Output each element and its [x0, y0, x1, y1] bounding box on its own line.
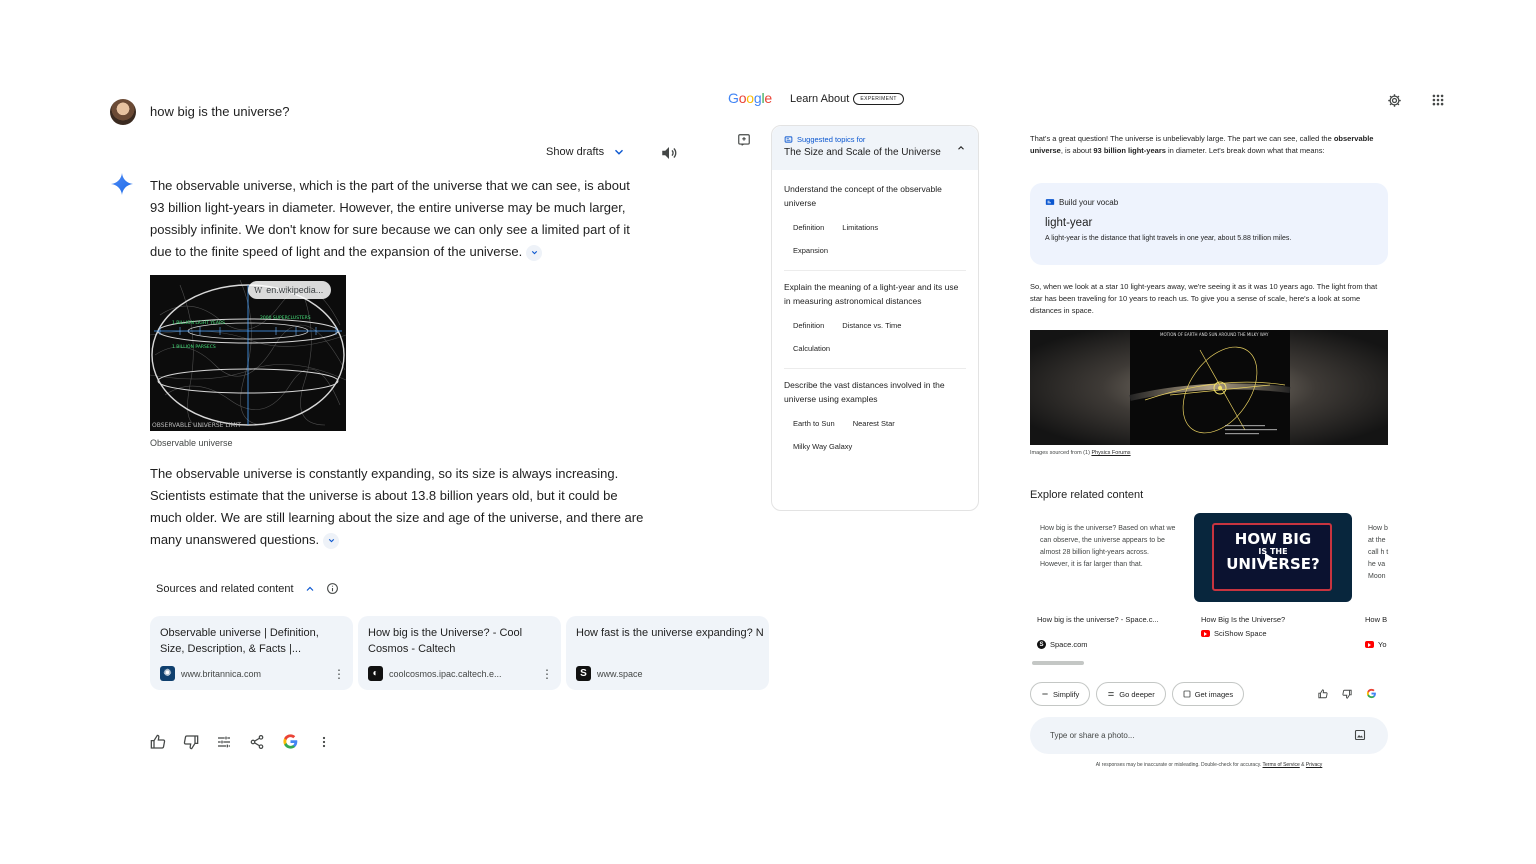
diagram-label-light-years: 1 BILLION LIGHT YEARS — [172, 321, 225, 326]
diagram-label-superclusters: 2000 SUPERCLUSTERS — [260, 316, 311, 321]
add-photo-icon[interactable] — [1354, 729, 1366, 741]
youtube-icon — [1201, 630, 1210, 637]
wikipedia-icon: W — [254, 285, 263, 295]
related-source — [1037, 640, 1088, 649]
prompt-input[interactable] — [1030, 717, 1388, 754]
space-icon: S — [1037, 640, 1046, 649]
image-source-label: en.wikipedia... — [266, 285, 324, 295]
related-snippet: How b at the call h the va Moon — [1368, 525, 1389, 580]
divider — [784, 270, 966, 271]
topic-section — [772, 170, 978, 262]
thumb-line-2: IS THE — [1258, 547, 1288, 556]
related-card[interactable] — [1030, 513, 1186, 658]
settings-gear-icon[interactable] — [1387, 93, 1402, 108]
info-icon[interactable] — [326, 582, 339, 595]
terms-link[interactable]: Terms of Service — [1262, 762, 1300, 768]
get-images-label: Get images — [1194, 689, 1234, 699]
suggested-topics-panel — [771, 125, 979, 511]
disclaimer-amp: & — [1299, 762, 1306, 768]
explore-heading: Explore related content — [1030, 489, 1144, 501]
thumbs-down-icon[interactable] — [1342, 689, 1352, 699]
intro-bold-value: 93 billion light-years — [1093, 146, 1166, 155]
vocab-term: light-year — [1045, 217, 1093, 229]
topic-section — [772, 378, 978, 458]
related-source-name: Space.com — [1050, 640, 1088, 649]
simplify-label: Simplify — [1053, 689, 1080, 699]
response-action-chips — [1030, 682, 1244, 706]
disclaimer-text: AI responses may be inaccurate or misleading. Double-check for accuracy. — [1095, 762, 1263, 768]
topic-chip[interactable]: Limitations — [842, 223, 879, 232]
related-source-name: Yo — [1378, 640, 1387, 649]
video-thumbnail[interactable] — [1194, 513, 1352, 602]
play-icon — [1265, 553, 1273, 563]
privacy-link[interactable]: Privacy — [1305, 762, 1323, 768]
user-query: how big is the universe? — [150, 104, 290, 119]
experiment-badge: EXPERIMENT — [853, 93, 904, 105]
diagram-label-parsecs: 1 BILLION PARSECS — [172, 345, 216, 350]
thumbs-down-icon[interactable] — [183, 734, 199, 750]
show-drafts-label: Show drafts — [546, 146, 605, 158]
youtube-icon — [1365, 641, 1374, 648]
image-caption: Observable universe — [150, 438, 233, 448]
britannica-icon: ✺ — [160, 666, 175, 681]
intro-paragraph — [1030, 133, 1388, 157]
chevron-up-icon — [304, 583, 316, 595]
related-source — [1365, 640, 1387, 649]
google-double-check-icon[interactable] — [282, 733, 299, 750]
vocab-definition: A light-year is the distance that light travels in one year, about 5.88 trillion miles. — [1045, 235, 1292, 242]
related-snippet: How big is the universe? Based on what we can observe, the universe appears to be almost 28 billion light-years across. However, it is far larger than that. — [1040, 525, 1176, 568]
related-scrollbar[interactable] — [1032, 661, 1084, 665]
related-title: How B — [1365, 615, 1388, 624]
space-icon: S — [576, 666, 591, 681]
prompt-placeholder: Type or share a photo... — [1050, 731, 1135, 740]
sources-toggle[interactable] — [156, 582, 339, 595]
related-card[interactable] — [1358, 513, 1514, 658]
more-options-icon[interactable]: ⋮ — [333, 666, 345, 681]
topic-title[interactable]: Explain the meaning of a light-year and its use in measuring astronomical distances — [784, 282, 959, 306]
source-title: How big is the Universe? - Cool Cosmos - Caltech — [368, 627, 523, 655]
feedback-icons — [1318, 688, 1377, 699]
answer-text-2: The observable universe is constantly expanding, so its size is always increasing. Scientists estimate that the universe is about 13.8 billion years old, but it could be much older. We are still learning about the size and age of the universe, and there are many unanswered questions. — [150, 466, 644, 547]
thumbs-up-icon[interactable] — [1318, 689, 1328, 699]
topic-title[interactable]: Understand the concept of the observable universe — [784, 184, 942, 208]
source-domain: www.britannica.com — [181, 668, 262, 679]
product-name: Learn About — [790, 93, 850, 105]
go-deeper-button[interactable] — [1096, 682, 1165, 706]
answer-text-1: The observable universe, which is the part of the universe that we can see, is about 93 billion light-years in diameter. However, the entire universe may be much larger, possibly infinite. We don't know for sure because we can only see a limited part of it due to the finite speed of light and the expansion of the universe. — [150, 178, 630, 259]
more-vert-icon[interactable] — [316, 734, 332, 750]
suggested-topics-header[interactable] — [772, 126, 978, 170]
thumb-line-3: UNIVERSE? — [1226, 555, 1320, 573]
thumb-line-1: HOW BIG — [1234, 530, 1312, 548]
topic-chip[interactable]: Earth to Sun — [793, 419, 835, 428]
expand-citation-button[interactable] — [526, 245, 542, 261]
suggested-label: Suggested topics for — [797, 135, 866, 144]
source-domain: www.space — [597, 668, 643, 679]
intro-text: in diameter. Let's break down what that means: — [1165, 146, 1325, 155]
topic-icon — [784, 135, 793, 144]
apps-grid-icon[interactable] — [1431, 93, 1445, 107]
simplify-icon — [1041, 690, 1049, 698]
sources-list — [150, 616, 764, 691]
source-title: How fast is the universe expanding? N — [576, 627, 764, 639]
milky-way-image[interactable] — [1030, 330, 1388, 445]
answer-paragraph-1 — [150, 175, 645, 263]
go-deeper-label: Go deeper — [1119, 689, 1155, 699]
google-icon[interactable] — [1366, 688, 1377, 699]
vocab-label: Build your vocab — [1059, 197, 1119, 207]
source-title: Observable universe | Definition, Size, Description, & Facts |... — [160, 627, 319, 655]
chevron-down-icon — [612, 145, 626, 159]
related-title: How Big Is the Universe? — [1201, 615, 1286, 624]
expand-citation-button[interactable] — [323, 533, 339, 549]
notes-icon[interactable] — [737, 133, 751, 147]
simplify-button[interactable] — [1030, 682, 1090, 706]
images-source-link[interactable]: Physics Forums — [1091, 450, 1131, 456]
related-card[interactable] — [1194, 513, 1350, 658]
product-title — [790, 93, 904, 105]
user-avatar — [110, 99, 136, 125]
topic-chip[interactable]: Distance vs. Time — [842, 321, 902, 330]
answer-paragraph-2 — [150, 463, 645, 551]
image-source-badge[interactable] — [248, 281, 331, 299]
source-card[interactable] — [358, 616, 561, 690]
topic-chip[interactable]: Expansion — [793, 246, 829, 255]
suggested-title: The Size and Scale of the Universe — [784, 147, 941, 158]
source-domain: coolcosmos.ipac.caltech.e... — [389, 668, 502, 679]
source-card[interactable] — [150, 616, 353, 690]
related-source — [1201, 629, 1267, 638]
chevron-up-icon[interactable] — [956, 143, 966, 153]
share-icon[interactable] — [249, 734, 265, 750]
related-title: How big is the universe? - Space.c... — [1037, 615, 1159, 624]
vocab-card[interactable] — [1030, 183, 1388, 265]
topic-chip[interactable]: Nearest Star — [852, 419, 895, 428]
get-images-button[interactable] — [1172, 682, 1244, 706]
related-source-name: SciShow Space — [1214, 629, 1267, 638]
images-source-note — [1030, 450, 1131, 456]
explanation-paragraph: So, when we look at a star 10 light-years away, we're seeing it as it was 10 years ago. The light from that star has been traveling for 10 years to reach us. To give you a sense of scale, here's a look at some distances in space. — [1030, 282, 1378, 315]
coolcosmos-icon: ◐ — [368, 666, 383, 681]
topic-chip[interactable]: Calculation — [793, 344, 831, 353]
images-source-prefix: Images sourced from (1) — [1030, 450, 1092, 456]
image-icon — [1183, 690, 1191, 698]
google-logo[interactable]: Google — [728, 90, 772, 106]
intro-bold-term: observable universe — [1030, 134, 1374, 155]
hero-caption: MOTION OF EARTH AND SUN AROUND THE MILKY WAY — [1160, 332, 1269, 337]
diagram-label-limit: OBSERVABLE UNIVERSE LIMIT — [152, 422, 242, 429]
show-drafts-button[interactable] — [546, 145, 626, 159]
response-actions — [150, 733, 332, 750]
speaker-icon[interactable] — [660, 144, 678, 162]
chevron-down-icon — [327, 536, 336, 545]
intro-text: That's a great question! The universe is unbelievably large. The part we can see, called the — [1030, 134, 1334, 143]
chevron-down-icon — [530, 248, 539, 257]
go-deeper-icon — [1107, 690, 1115, 698]
divider — [784, 368, 966, 369]
topic-chip[interactable]: Definition — [793, 223, 825, 232]
topic-section — [772, 280, 978, 360]
vocab-icon — [1045, 197, 1055, 207]
related-content-list — [1030, 513, 1388, 658]
modify-response-icon[interactable] — [216, 734, 232, 750]
thumbs-up-icon[interactable] — [150, 734, 166, 750]
ai-disclaimer — [1030, 762, 1388, 768]
more-options-icon[interactable]: ⋮ — [541, 666, 553, 681]
intro-text: , is about — [1060, 146, 1094, 155]
source-card[interactable] — [566, 616, 769, 690]
topic-title[interactable]: Describe the vast distances involved in the universe using examples — [784, 380, 945, 404]
topic-chip[interactable]: Milky Way Galaxy — [793, 442, 853, 451]
topic-chip[interactable]: Definition — [793, 321, 825, 330]
gemini-sparkle-icon — [110, 172, 134, 196]
milky-way-diagram — [1030, 330, 1388, 445]
sources-label: Sources and related content — [156, 582, 294, 595]
